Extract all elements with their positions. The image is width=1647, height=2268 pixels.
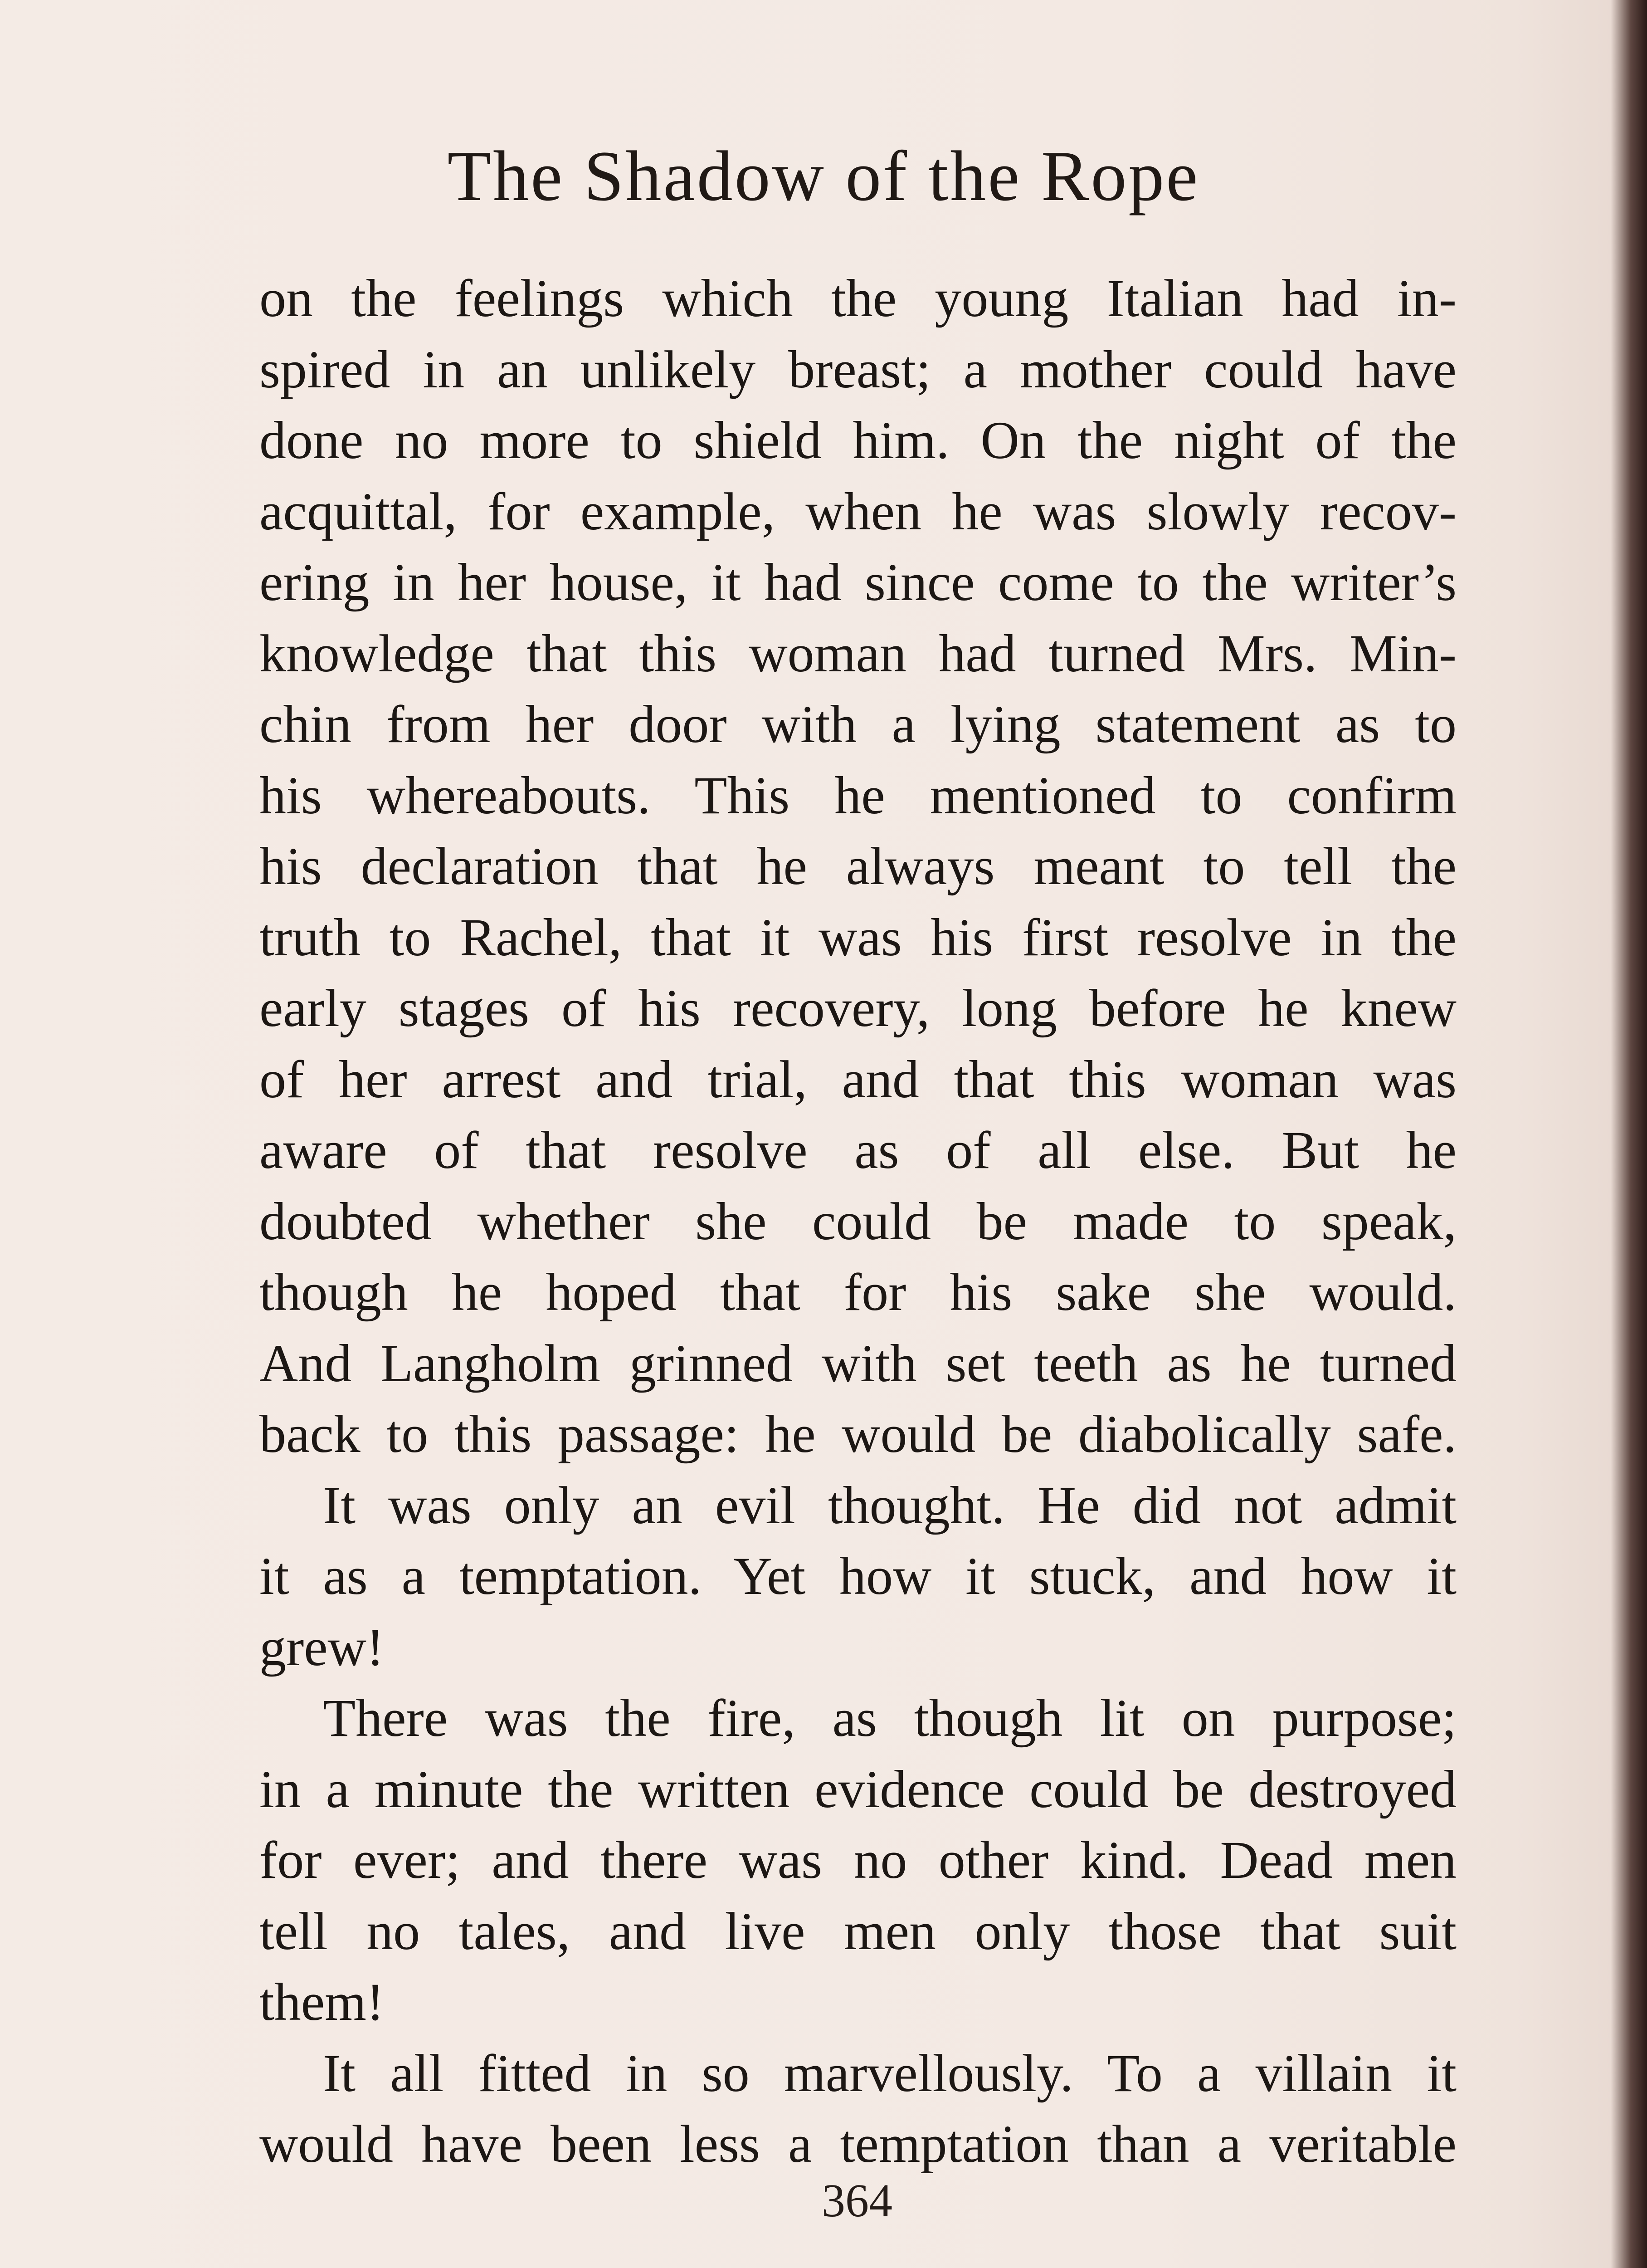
text-line: them! [259, 1972, 385, 2032]
text-line: grew! [259, 1617, 385, 1677]
page-number: 364 [822, 2175, 892, 2227]
text-line: back to this passage: he would be diabolically safe. [259, 1404, 1457, 1464]
running-head: The Shadow of the Rope [447, 137, 1200, 216]
text-line: And Langholm grinned with set teeth as he turned [259, 1333, 1457, 1393]
text-line: it as a temptation. Yet how it stuck, and how it [259, 1546, 1457, 1606]
text-line: knowledge that this woman had turned Mrs. Min- [259, 623, 1457, 683]
text-line: would have been less a temptation than a veritable [259, 2114, 1457, 2174]
text-line: spired in an unlikely breast; a mother could have [259, 339, 1457, 399]
text-line: There was the fire, as though lit on purpose; [323, 1688, 1457, 1748]
text-line: for ever; and there was no other kind. Dead men [259, 1830, 1457, 1890]
text-line: doubted whether she could be made to speak, [259, 1191, 1457, 1251]
text-line: on the feelings which the young Italian had in- [259, 269, 1457, 328]
text-line: of her arrest and trial, and that this woman was [259, 1049, 1457, 1109]
text-line: tell no tales, and live men only those that suit [259, 1901, 1457, 1961]
text-line: early stages of his recovery, long before he knew [259, 978, 1457, 1038]
text-line: in a minute the written evidence could be destroyed [259, 1759, 1457, 1819]
page-edge-shadow [1611, 0, 1647, 2268]
text-line: though he hoped that for his sake she would. [259, 1262, 1457, 1322]
body-text [259, 263, 1457, 2180]
text-line: ering in her house, it had since come to the writer’s [259, 552, 1457, 612]
text-line: acquittal, for example, when he was slowly recov- [259, 481, 1457, 541]
text-line: chin from her door with a lying statement as to [259, 694, 1457, 754]
text-line: his declaration that he always meant to tell the [259, 836, 1457, 896]
text-line: It was only an evil thought. He did not admit [323, 1475, 1457, 1535]
text-line: It all fitted in so marvellously. To a villain it [323, 2043, 1457, 2103]
text-line: done no more to shield him. On the night of the [259, 411, 1457, 470]
text-line: truth to Rachel, that it was his first resolve in the [259, 907, 1457, 967]
text-line: his whereabouts. This he mentioned to confirm [259, 765, 1457, 825]
text-line: aware of that resolve as of all else. But he [259, 1120, 1457, 1180]
